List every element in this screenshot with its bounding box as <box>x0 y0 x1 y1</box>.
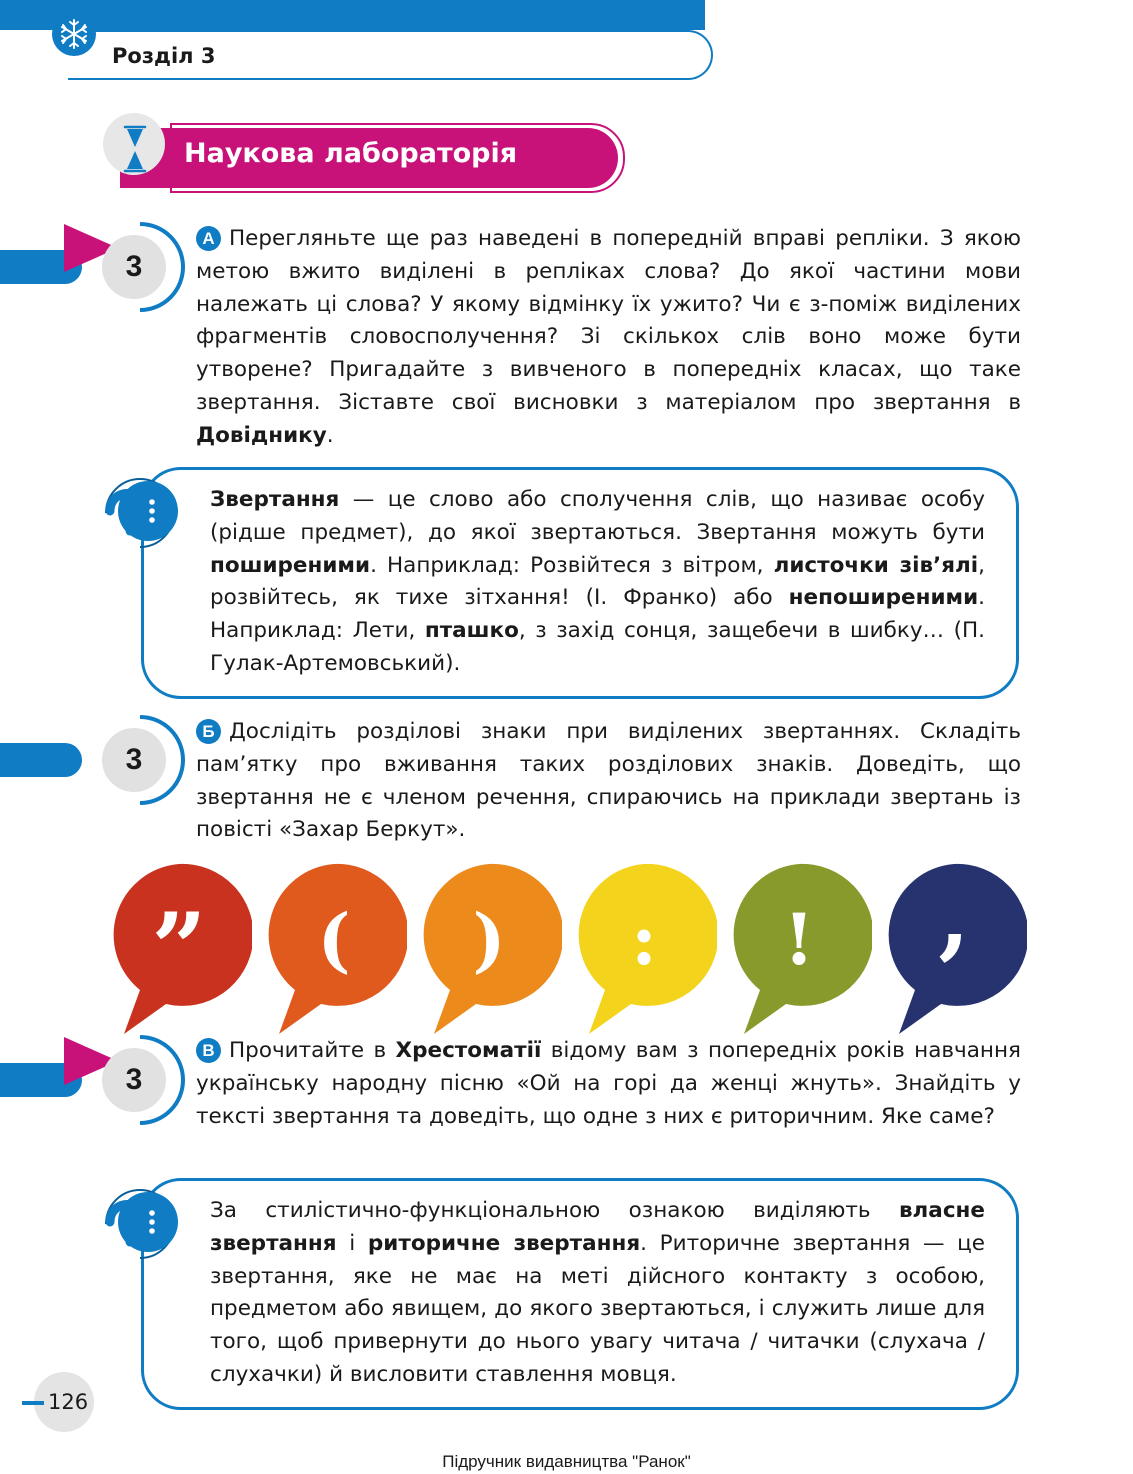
hourglass-icon <box>103 113 165 175</box>
bubble-close-paren-icon <box>416 862 562 1037</box>
page-number-dash <box>22 1401 44 1405</box>
info-2-t2: і <box>336 1230 368 1256</box>
task-b-marker-bar <box>0 743 82 777</box>
info-2-b2: риторичне звертання <box>367 1230 641 1256</box>
info-1-b1: поширеними <box>210 552 371 578</box>
info-1-t1: — це слово або сполучення слів, що називає особу (рідше предмет), до якої звертаються. Звертання можуть бути <box>210 487 985 545</box>
punctuation-bubbles <box>106 862 1026 1037</box>
task-a-number: 3 <box>125 250 143 283</box>
task-v-t2: відому вам з попередніх років навчання українську народну пісню «Ой на горі да женці жнуть». Знайдіть у тексті звертання та доведіть, що одне з них є риторичним. Яке саме? <box>196 1038 1021 1129</box>
page-number: 126 <box>48 1390 89 1414</box>
task-b-letter-badge: Б <box>196 719 221 744</box>
section-title: Наукова лабораторія <box>184 138 518 169</box>
info-definition-text <box>210 484 985 681</box>
task-b-body: Дослідіть розділові знаки при виділених звертаннях. Складіть пам’ятку про вживання таких розділових знаків. Доведіть, що звертання не є членом речення, спираючись на приклади звертань із повісті «Захар Беркут». <box>196 719 1021 843</box>
info-2-b1: власне звертання <box>210 1198 985 1256</box>
bubble-open-paren-glyph: ( <box>317 898 351 981</box>
bubble-quote-icon <box>106 862 252 1037</box>
info-2-t3: . Риторичне звертання — це звертання, яке не має на меті дійсного контакту з особою, предметом або явищем, до якого звертаються, і служить лише для того, щоб привернути до нього увагу читача / читачки (слухача / слухачки) й висловити ставлення мовця. <box>210 1230 985 1387</box>
bubble-quote-glyph: ” <box>151 892 207 1005</box>
info-1-b3: непоширеними <box>788 585 979 611</box>
task-a-bold-link: Довіднику <box>196 422 327 448</box>
info-question-icon <box>100 475 182 557</box>
task-a-text <box>196 223 1021 453</box>
info-question-icon <box>100 1186 182 1268</box>
term-zvertannia: Звертання <box>210 487 340 512</box>
task-v-letter-badge: В <box>196 1038 221 1063</box>
task-v-b1: Хрестоматії <box>395 1038 542 1063</box>
task-v-number: 3 <box>125 1063 143 1096</box>
info-1-t4: . Наприклад: Лети, <box>210 585 985 644</box>
bubble-exclamation-glyph: ! <box>783 898 815 981</box>
info-2-t1: За стилістично-функціональною ознакою виділяють <box>210 1198 899 1223</box>
task-a-letter-badge: А <box>196 226 221 251</box>
bubble-comma-glyph: , <box>938 864 970 970</box>
bubble-colon-icon <box>571 862 717 1037</box>
bubble-comma-icon <box>881 862 1027 1037</box>
task-a-body: Перегляньте ще раз наведені в попередній вправі репліки. З якою метою вжито виділені в репліках слова? До якої частини мови належать ці слова? У якому відмінку їх ужито? Чи є з-поміж виділених фрагментів словосполучення? Зі скількох слів воно може бути утворене? Пригадайте з вивченого в попередніх класах, що таке звертання. Зіставте свої висновки з матеріалом про звертання в <box>196 226 1021 415</box>
snowflake-icon <box>52 12 96 56</box>
bubble-close-paren-glyph: ) <box>472 898 506 981</box>
bubble-exclamation-icon <box>726 862 872 1037</box>
chapter-label: Розділ 3 <box>112 44 216 68</box>
info-1-t5: , з захід сонця, защебечи в шибку… (П. Гулак-Артемовський). <box>210 618 985 676</box>
task-v-text <box>196 1035 1021 1133</box>
bubble-open-paren-icon <box>261 862 407 1037</box>
header-top-bar <box>0 0 705 30</box>
task-b-number: 3 <box>125 743 143 776</box>
task-b-text <box>196 716 1021 847</box>
info-1-b4: пташко <box>424 618 519 644</box>
bubble-colon-glyph: : <box>631 898 657 981</box>
info-rhetorical-text <box>210 1195 985 1392</box>
task-v-t1: Прочитайте в <box>229 1038 396 1063</box>
info-1-t3: , розвійтесь, як тихе зітхання! (І. Франко) або <box>210 552 985 611</box>
info-1-b2: листочки зів’ялі <box>773 552 979 578</box>
task-a-end: . <box>326 422 334 448</box>
info-1-t2: . Наприклад: Розвійтеся з вітром, <box>370 552 774 578</box>
publisher-footer: Підручник видавництва "Ранок" <box>442 1452 691 1471</box>
